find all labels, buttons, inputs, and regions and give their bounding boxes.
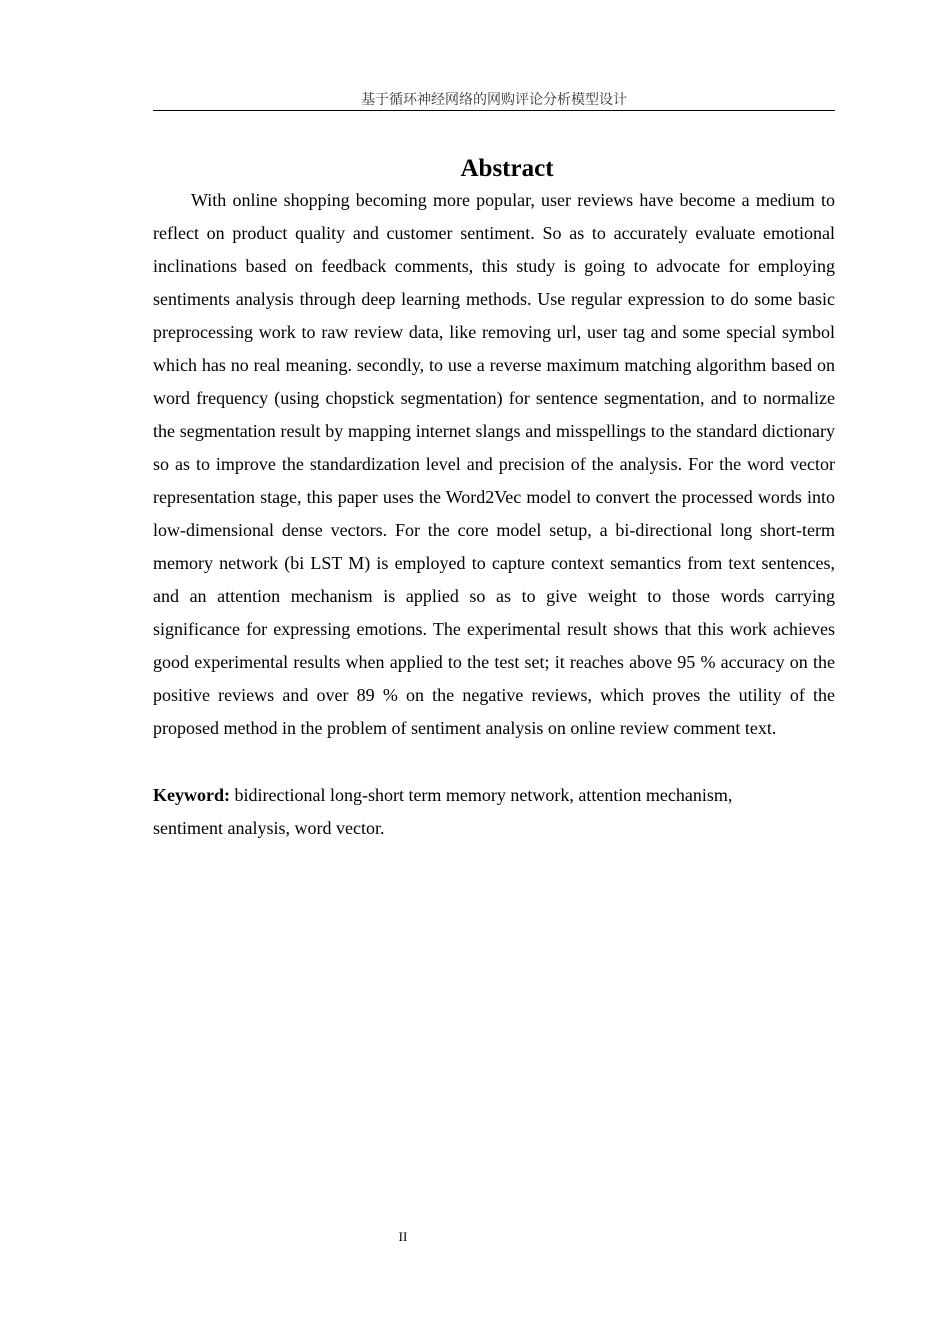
page-header: 基于循环神经网络的网购评论分析模型设计 xyxy=(153,90,835,111)
keywords-text: bidirectional long-short term memory network, attention mechanism, sentiment analysis, word vector. xyxy=(153,785,733,838)
keywords-paragraph xyxy=(153,779,793,845)
page-number: II xyxy=(398,1229,408,1244)
keywords-label: Keyword: xyxy=(153,785,230,805)
abstract-body: With online shopping becoming more popular, user reviews have become a medium to reflect on product quality and customer sentiment. So as to accurately evaluate emotional inclinations based on feedback comments, this study is going to advocate for employing sentiments analysis through deep learning methods. Use regular expression to do some basic preprocessing work to raw review data, like removing url, user tag and some special symbol which has no real meaning. secondly, to use a reverse maximum matching algorithm based on word frequency (using chopstick segmentation) for sentence segmentation, and to normalize the segmentation result by mapping internet slangs and misspellings to the standard dictionary so as to improve the standardization level and precision of the analysis. For the word vector representation stage, this paper uses the Word2Vec model to convert the processed words into low-dimensional dense vectors. For the core model setup, a bi-directional long short-term memory network (bi LST M) is employed to capture context semantics from text sentences, and an attention mechanism is applied so as to give weight to those words carrying significance for expressing emotions. The experimental result shows that this work achieves good experimental results when applied to the test set; it reaches above 95 % accuracy on the positive reviews and over 89 % on the negative reviews, which proves the utility of the proposed method in the problem of sentiment analysis on online review comment text. xyxy=(153,190,835,738)
abstract-heading: Abstract xyxy=(460,155,554,182)
